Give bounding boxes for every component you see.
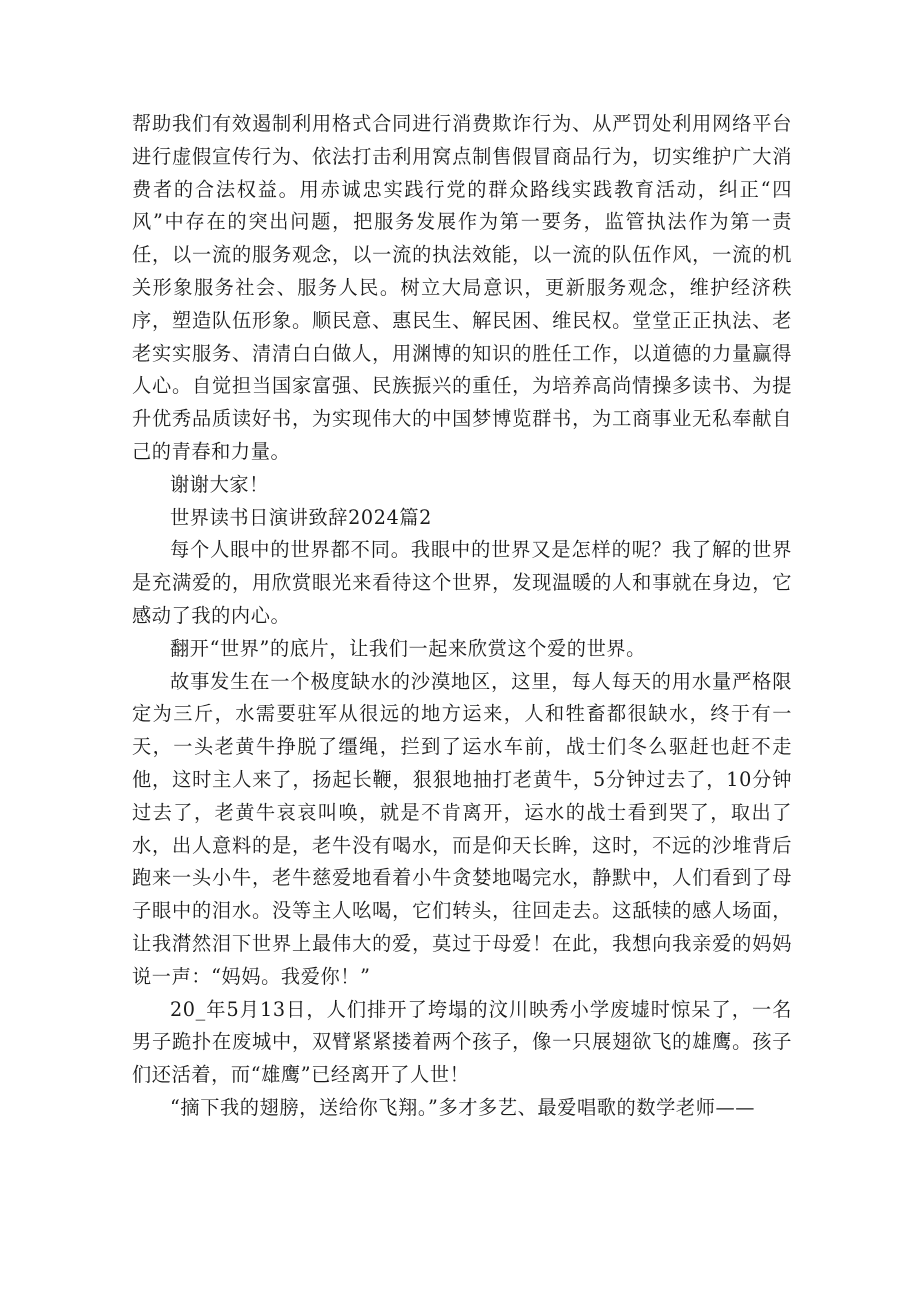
paragraph-thanks: 谢谢大家！: [170, 472, 269, 496]
paragraph-consumer-rights: 帮助我们有效遏制利用格式合同进行消费欺诈行为、从严罚处利用网络平台进行虚假宣传行为、依法打击利用窝点制售假冒商品行为，切实维护广大消费者的合法权益。用赤诚忠实践行党的群众路线实践教育活动，纠正“四风”中存在的突出问题，把服务发展作为第一要务，监管执法作为第一责任，以一流的服务观念，以一流的执法效能，以一流的队伍作风，一流的机关形象服务社会、服务人民。树立大局意识，更新服务观念，维护经济秩序，塑造队伍形象。顺民意、惠民生、解民困、维民权。堂堂正正执法、老老实实服务、清清白白做人，用渊博的知识的胜任工作，以道德的力量赢得人心。自觉担当国家富强、民族振兴的重任，为培养高尚情操多读书、为提升优秀品质读好书，为实现伟大的中国梦博览群书，为工商事业无私奉献自己的青春和力量。: [132, 112, 792, 463]
paragraph-teacher: “摘下我的翅膀，送给你飞翔。”多才多艺、最爱唱歌的数学老师——: [170, 1095, 756, 1119]
paragraph-world-view: 每个人眼中的世界都不同。我眼中的世界又是怎样的呢？我了解的世界是充满爱的，用欣赏眼光来看待这个世界，发现温暖的人和事就在身边，它感动了我的内心。: [132, 538, 792, 627]
section-heading: 世界读书日演讲致辞2024篇2: [170, 505, 432, 529]
document-page: [132, 108, 792, 1125]
paragraph-world-negative: 翻开“世界”的底片，让我们一起来欣赏这个爱的世界。: [170, 636, 646, 660]
paragraph-desert-story: 故事发生在一个极度缺水的沙漠地区，这里，每人每天的用水量严格限定为三斤，水需要驻军从很远的地方运来，人和牲畜都很缺水，终于有一天，一头老黄牛挣脱了缰绳，拦到了运水车前，战士们冬么驱赶也赶不走他，这时主人来了，扬起长鞭，狠狠地抽打老黄牛，5分钟过去了，10分钟过去了，老黄牛哀哀叫唤，就是不肯离开，运水的战士看到哭了，取出了水，出人意料的是，老牛没有喝水，而是仰天长眸，这时，不远的沙堆背后跑来一头小牛，老牛慈爱地看着小牛贪婪地喝完水，静默中，人们看到了母子眼中的泪水。没等主人吆喝，它们转头，往回走去。这舐犊的感人场面，让我潸然泪下世界上最伟大的爱，莫过于母爱！在此，我想向我亲爱的妈妈说一声：“妈妈。我爱你！”: [132, 669, 792, 988]
paragraph-wenchuan: 20_年5月13日，人们排开了垮塌的汶川映秀小学废墟时惊呆了，一名男子跪扑在废城中，双臂紧紧搂着两个孩子，像一只展翅欲飞的雄鹰。孩子们还活着，而“雄鹰”已经离开了人世！: [132, 997, 792, 1087]
